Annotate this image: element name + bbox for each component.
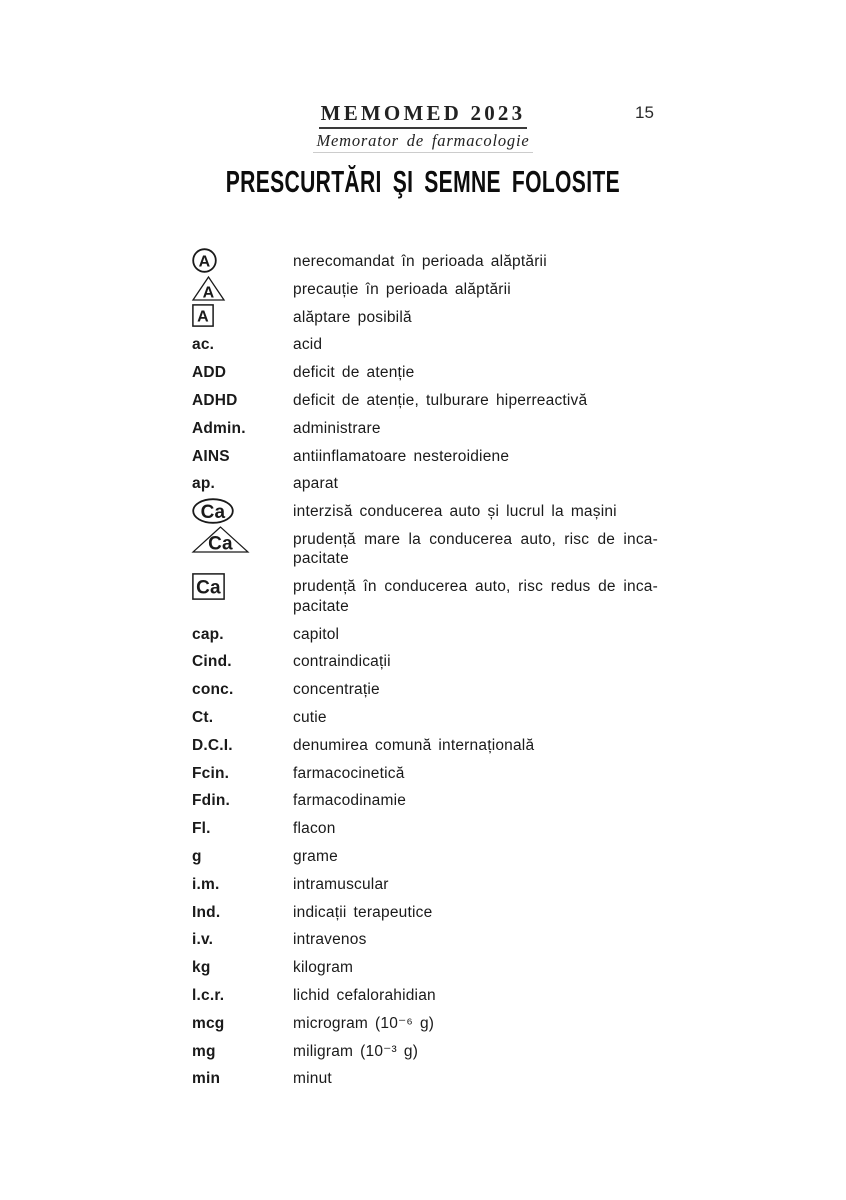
abbrev-text: Ind.	[192, 903, 221, 921]
definition-line: aparat	[293, 475, 339, 493]
symbol-ca-square-icon	[192, 573, 225, 600]
abbrev-text: cap.	[192, 625, 224, 643]
abbrev-definition	[293, 625, 658, 645]
definition-line: nerecomandat în perioada alăptării	[293, 253, 547, 270]
abbrev-text: Fdin.	[192, 792, 231, 810]
abbrev-row	[192, 502, 658, 522]
definition-line: deficit de atenție	[293, 364, 415, 382]
abbrev-text: ADHD	[192, 391, 238, 409]
abbrev-text: mcg	[192, 1014, 225, 1032]
abbrev-definition	[293, 1014, 658, 1034]
abbrev-term	[192, 930, 293, 950]
abbrev-definition	[293, 474, 658, 494]
abbrev-term	[192, 1042, 293, 1062]
abbrev-row	[192, 791, 658, 811]
abbrev-row	[192, 986, 658, 1006]
definition-line: pacitate	[293, 597, 349, 615]
abbrev-term	[192, 875, 293, 895]
symbol-letter: A	[198, 253, 211, 271]
abbrev-term	[192, 447, 293, 467]
definition-line: farmacodinamie	[293, 792, 407, 810]
abbrev-row	[192, 308, 658, 328]
abbrev-text: i.m.	[192, 875, 220, 893]
definition-line: denumirea comună internațională	[293, 736, 535, 754]
symbol-a-triangle-icon	[192, 276, 225, 301]
abbrev-row	[192, 680, 658, 700]
abbrev-row	[192, 847, 658, 867]
abbrev-text: ac.	[192, 336, 215, 354]
definition-line: cutie	[293, 708, 327, 726]
abbrev-row	[192, 764, 658, 784]
abbrev-text: AINS	[192, 447, 230, 465]
abbrev-definition	[293, 764, 658, 784]
abbrev-definition	[293, 530, 658, 569]
abbrev-definition	[293, 930, 658, 950]
abbrev-definition	[293, 958, 658, 978]
abbrev-definition	[293, 652, 658, 672]
abbrev-term	[192, 847, 293, 867]
symbol-letter: Ca	[196, 577, 221, 599]
abbrev-definition	[293, 680, 658, 700]
abbrev-definition	[293, 986, 658, 1006]
abbrev-term	[192, 419, 293, 439]
definition-line: farmacocinetică	[293, 764, 405, 782]
abbrev-definition	[293, 419, 658, 439]
abbrev-definition	[293, 708, 658, 728]
symbol-ca-circle-icon	[192, 498, 234, 524]
abbrev-term	[192, 791, 293, 811]
abbrev-row	[192, 280, 658, 300]
abbrev-text: g	[192, 847, 202, 865]
abbrev-definition	[293, 391, 658, 411]
definition-line: intramuscular	[293, 875, 389, 893]
definition-line: interzisă conducerea auto și lucrul la mașini	[293, 503, 617, 521]
abbrev-term	[192, 819, 293, 839]
definition-line: microgram (10⁻⁶ g)	[293, 1014, 435, 1032]
symbol-a-circle-icon	[192, 248, 217, 273]
abbrev-row	[192, 447, 658, 467]
abbrev-text: min	[192, 1070, 221, 1088]
symbol-letter: Ca	[208, 533, 233, 555]
definition-line: lichid cefalorahidian	[293, 986, 436, 1004]
abbrev-term	[192, 764, 293, 784]
abbrev-text: Admin.	[192, 419, 246, 437]
abbrev-term	[192, 391, 293, 411]
abbrev-text: Fcin.	[192, 764, 230, 782]
abbreviation-list	[192, 252, 658, 1097]
abbrev-definition	[293, 819, 658, 839]
abbrev-term	[192, 986, 293, 1006]
abbrev-row	[192, 530, 658, 569]
abbrev-row	[192, 958, 658, 978]
abbrev-definition	[293, 736, 658, 756]
definition-line: miligram (10⁻³ g)	[293, 1042, 419, 1060]
abbrev-row	[192, 419, 658, 439]
definition-line: capitol	[293, 625, 340, 643]
abbrev-row	[192, 252, 658, 272]
definition-line: grame	[293, 847, 338, 865]
book-title: MEMOMED 2023	[319, 103, 528, 129]
definition-line: deficit de atenție, tulburare hiperreactivă	[293, 391, 588, 409]
abbrev-text: kg	[192, 959, 211, 977]
abbrev-row	[192, 708, 658, 728]
abbrev-row	[192, 625, 658, 645]
abbrev-definition	[293, 903, 658, 923]
page-title-container	[0, 166, 846, 197]
symbol-letter: A	[197, 307, 209, 325]
abbrev-definition	[293, 363, 658, 383]
abbrev-row	[192, 335, 658, 355]
abbrev-definition	[293, 1069, 658, 1089]
abbrev-definition	[293, 308, 658, 328]
abbrev-row	[192, 1042, 658, 1062]
definition-line: precauție în perioada alăptării	[293, 280, 511, 298]
abbrev-row	[192, 1069, 658, 1089]
definition-line: alăptare posibilă	[293, 308, 412, 326]
page-number: 15	[635, 103, 654, 122]
abbrev-definition	[293, 447, 658, 467]
abbrev-definition	[293, 1042, 658, 1062]
abbrev-text: Fl.	[192, 820, 211, 838]
abbrev-definition	[293, 577, 658, 616]
abbrev-definition	[293, 791, 658, 811]
definition-line: contraindicații	[293, 653, 391, 671]
definition-line: pacitate	[293, 550, 349, 568]
abbrev-term	[192, 363, 293, 383]
definition-line: antiinflamatoare nesteroidiene	[293, 447, 510, 465]
abbrev-text: mg	[192, 1042, 216, 1060]
page-header	[0, 103, 846, 153]
abbrev-term	[192, 1014, 293, 1034]
abbrev-row	[192, 819, 658, 839]
abbrev-text: D.C.I.	[192, 736, 233, 754]
abbrev-row	[192, 875, 658, 895]
abbrev-term	[192, 680, 293, 700]
abbrev-term	[192, 736, 293, 756]
abbrev-term	[192, 652, 293, 672]
abbrev-term	[192, 903, 293, 923]
abbrev-term	[192, 958, 293, 978]
definition-line: intravenos	[293, 931, 367, 949]
abbrev-text: ap.	[192, 475, 215, 493]
symbol-letter: A	[202, 284, 215, 302]
abbrev-row	[192, 930, 658, 950]
abbrev-row	[192, 363, 658, 383]
abbrev-row	[192, 577, 658, 616]
abbrev-definition	[293, 875, 658, 895]
definition-line: indicații terapeutice	[293, 903, 433, 921]
abbrev-row	[192, 652, 658, 672]
abbrev-term	[192, 708, 293, 728]
definition-line: kilogram	[293, 959, 354, 977]
abbrev-text: conc.	[192, 681, 234, 699]
definition-line: prudență în conducerea auto, risc redus de inca-	[293, 578, 658, 596]
definition-line: acid	[293, 336, 323, 354]
abbrev-definition	[293, 847, 658, 867]
abbrev-term	[192, 474, 293, 494]
abbrev-definition	[293, 335, 658, 355]
abbrev-definition	[293, 502, 658, 522]
definition-line: flacon	[293, 820, 336, 838]
definition-line: concentrație	[293, 681, 380, 699]
definition-line: minut	[293, 1070, 332, 1088]
book-subtitle: Memorator de farmacologie	[313, 132, 534, 153]
abbrev-row	[192, 474, 658, 494]
abbrev-text: l.c.r.	[192, 986, 225, 1004]
abbrev-text: ADD	[192, 364, 227, 382]
definition-line: prudență mare la conducerea auto, risc de inca-	[293, 530, 658, 548]
abbrev-definition	[293, 280, 658, 300]
symbol-ca-triangle-icon	[192, 526, 249, 553]
abbrev-text: Ct.	[192, 708, 214, 726]
abbrev-term	[192, 1069, 293, 1089]
abbrev-definition	[293, 252, 658, 272]
symbol-letter: Ca	[200, 502, 226, 524]
abbrev-term	[192, 335, 293, 355]
definition-line: administrare	[293, 419, 381, 437]
page-title: PRESCURTĂRI ŞI SEMNE FOLOSITE	[225, 164, 621, 199]
abbrev-text: i.v.	[192, 931, 214, 949]
abbrev-row	[192, 903, 658, 923]
abbrev-row	[192, 391, 658, 411]
symbol-a-square-icon	[192, 304, 214, 327]
abbrev-term	[192, 625, 293, 645]
abbrev-row	[192, 736, 658, 756]
abbrev-row	[192, 1014, 658, 1034]
abbrev-text: Cind.	[192, 653, 232, 671]
